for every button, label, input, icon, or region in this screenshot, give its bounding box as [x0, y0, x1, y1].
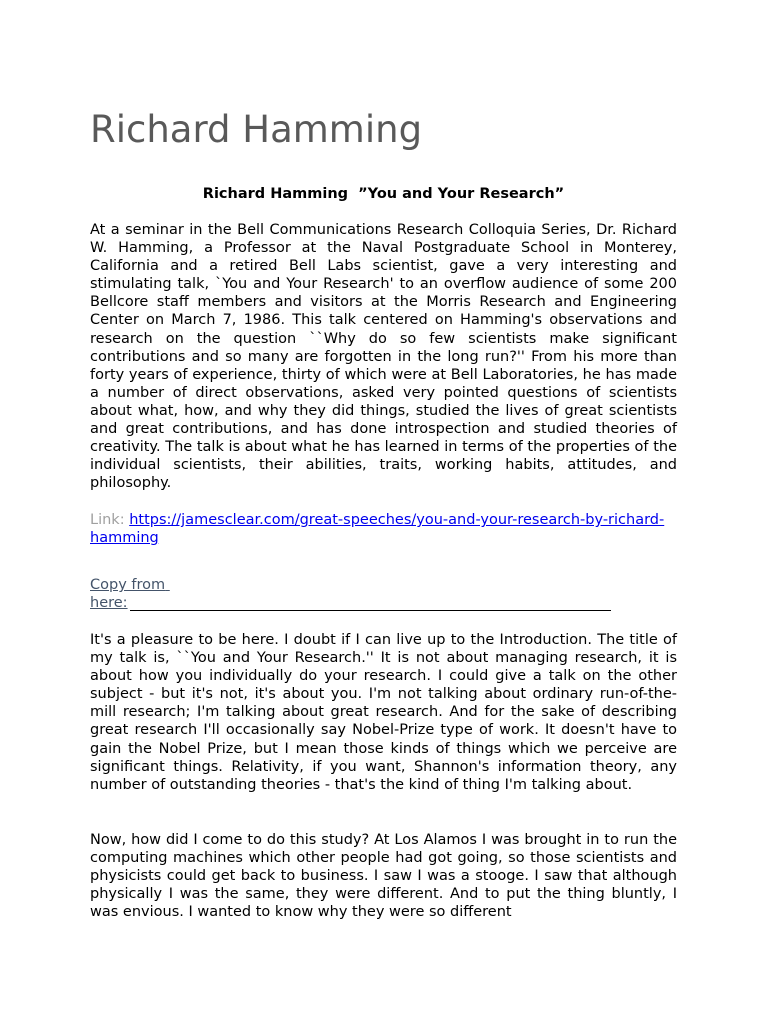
page-title: Richard Hamming [90, 108, 423, 151]
body-paragraph-2: Now, how did I come to do this study? At Los Alamos I was brought in to run the computing machines which other people had got going, so those scientists and physicists could get back to business. I saw I was a stooge. I saw that although physically I was the same, they were different. And to put the thing bluntly, I was envious. I wanted to know why they were so different [90, 832, 677, 921]
body-paragraph-1: It's a pleasure to be here. I doubt if I can live up to the Introduction. The title of my talk is, ``You and Your Research.'' It is not about managing research, it is about how you individually do your research. I could give a talk on the other subject - but it's not, it's about you. I'm not talking about ordinary run-of-the-mill research; I'm talking about great research. And for the sake of describing great research I'll occasionally say Nobel-Prize type of work. It doesn't have to gain the Nobel Prize, but I mean those kinds of things which we perceive are significant things. Relativity, if you want, Shannon's information theory, any number of outstanding theories - that's the kind of thing I'm talking about. [90, 632, 677, 793]
document-subtitle: Richard Hamming ”You and Your Research” [202, 186, 565, 202]
link-label: Link: [90, 512, 130, 528]
copy-from-label: Copy from here: [90, 577, 170, 611]
source-link-block [90, 511, 677, 547]
intro-paragraph: At a seminar in the Bell Communications Research Colloquia Series, Dr. Richard W. Hamming, a Professor at the Naval Postgraduate School in Monterey, California and a retired Bell Labs scientist, gave a very interesting and stimulating talk, `You and Your Research' to an overflow audience of some 200 Bellcore staff members and visitors at the Morris Research and Engineering Center on March 7, 1986. This talk centered on Hamming's observations and research on the question ``Why do so few scientists make significant contributions and so many are forgotten in the long run?'' From his more than forty years of experience, thirty of which were at Bell Laboratories, he has made a number of direct observations, asked very pointed questions of scientists about what, how, and why they did things, studied the lives of great scientists and great contributions, and has done introspection and studied theories of creativity. The talk is about what he has learned in terms of the properties of the individual scientists, their abilities, traits, working habits, attitudes, and philosophy. [90, 222, 677, 492]
source-link[interactable]: https://jamesclear.com/great-speeches/you-and-your-research-by-richard-hamming [90, 512, 665, 546]
copy-input-line[interactable] [130, 610, 611, 611]
copy-from-field [90, 576, 677, 612]
